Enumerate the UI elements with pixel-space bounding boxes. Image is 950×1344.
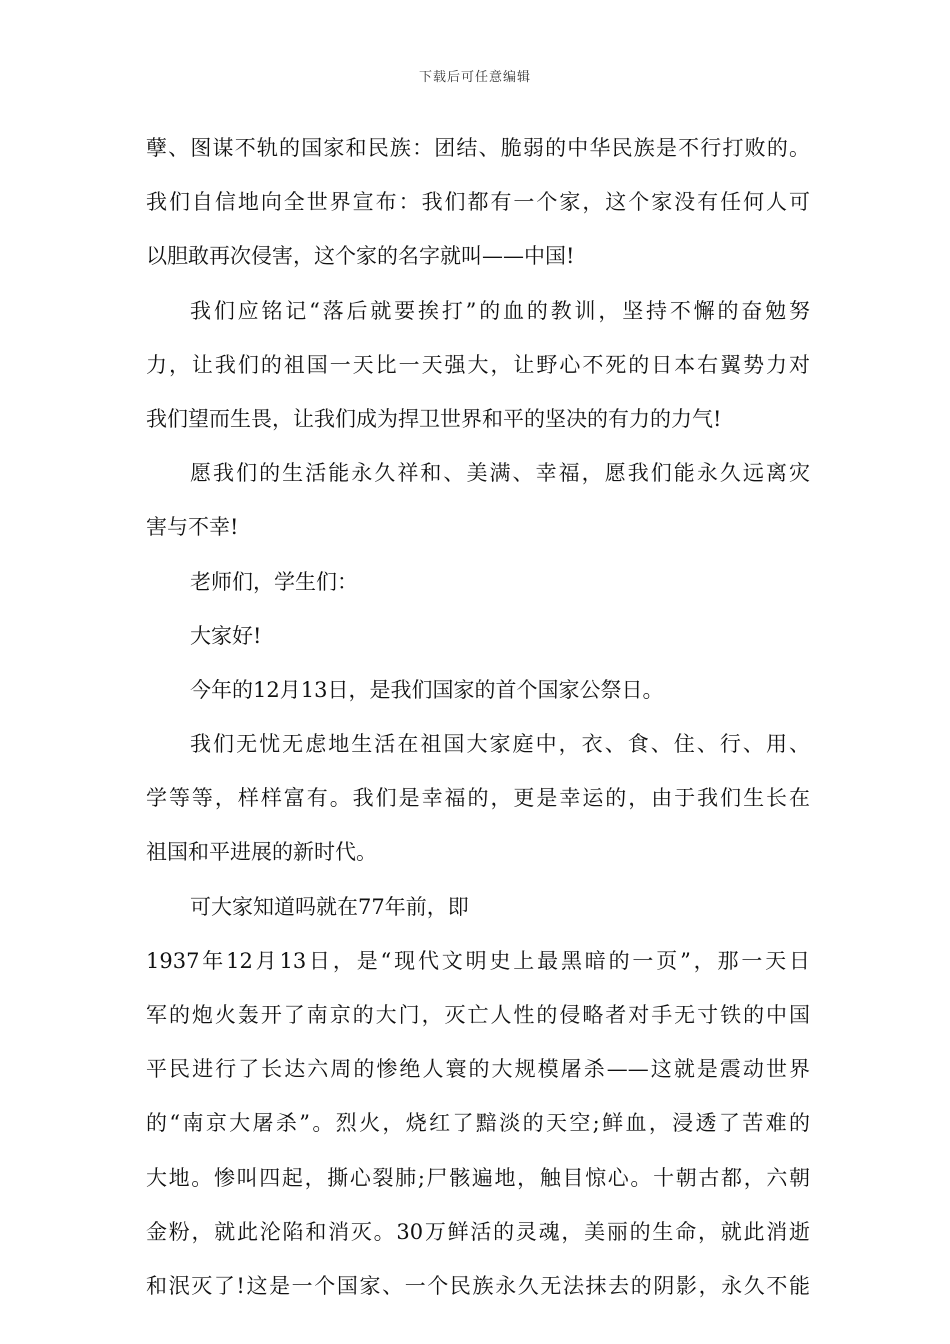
text-line: 孽、图谋不轨的国家和民族：团结、脆弱的中华民族是不行打败的。 xyxy=(146,136,810,160)
text-line: 我们无忧无虑地生活在祖国大家庭中，衣、食、住、行、用、 xyxy=(190,732,810,757)
text-line: 我们望而生畏，让我们成为捍卫世界和平的坚决的有力的力气! xyxy=(146,406,722,431)
text-line: 力，让我们的祖国一天比一天强大，让野心不死的日本右翼势力对 xyxy=(146,352,810,377)
text-line: 今年的12月13日，是我们国家的首个国家公祭日。 xyxy=(190,677,664,702)
text-line: 老师们，学生们： xyxy=(190,569,358,594)
text-line: 可大家知道吗就在77年前，即 xyxy=(190,894,469,919)
text-line: 的“南京大屠杀”。烈火，烧红了黯淡的天空;鲜血，浸透了苦难的 xyxy=(146,1111,810,1136)
text-line: 金粉，就此沦陷和消灭。30万鲜活的灵魂，美丽的生命，就此消逝 xyxy=(146,1219,810,1244)
text-line: 军的炮火轰开了南京的大门，灭亡人性的侵略者对手无寸铁的中国 xyxy=(146,1003,810,1027)
page-header: 下载后可任意编辑 xyxy=(418,70,531,85)
text-line: 大家好! xyxy=(190,623,262,648)
text-line: 平民进行了长达六周的惨绝人寰的大规模屠杀——这就是震动世界 xyxy=(146,1057,810,1082)
document-body xyxy=(146,121,810,1313)
text-line: 以胆敢再次侵害，这个家的名字就叫——中国! xyxy=(146,244,575,269)
text-line: 我们应铭记“落后就要挨打”的血的教训，坚持不懈的奋勉努 xyxy=(190,298,810,323)
text-line: 我们自信地向全世界宣布：我们都有一个家，这个家没有任何人可 xyxy=(146,190,810,215)
text-line: 大地。惨叫四起，撕心裂肺;尸骸遍地，触目惊心。十朝古都，六朝 xyxy=(146,1165,810,1190)
text-line: 害与不幸! xyxy=(146,515,239,540)
text-line: 1937年12月13日，是“现代文明史上最黑暗的一页”，那一天日 xyxy=(146,948,810,973)
text-line: 和泯灭了!这是一个国家、一个民族永久无法抹去的阴影，永久不能 xyxy=(146,1273,810,1298)
text-line: 学等等，样样富有。我们是幸福的，更是幸运的，由于我们生长在 xyxy=(146,786,810,811)
text-line: 祖国和平进展的新时代。 xyxy=(146,840,377,865)
text-line: 愿我们的生活能永久祥和、美满、幸福，愿我们能永久远离灾 xyxy=(190,461,810,486)
